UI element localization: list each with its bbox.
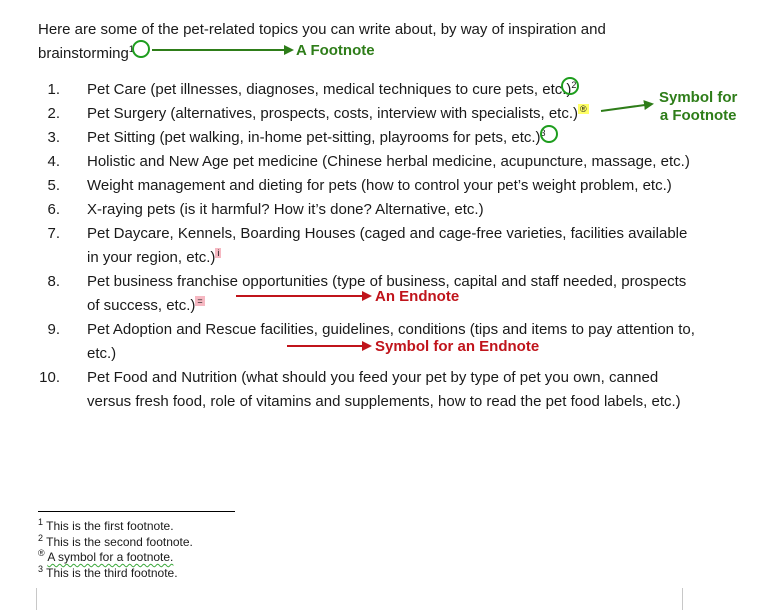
- list-number: 3.: [47, 129, 60, 146]
- footnote-ref-3[interactable]: 3: [540, 128, 546, 138]
- list-item: [38, 366, 698, 414]
- footnote-mark: 3: [38, 563, 44, 574]
- list-item: [38, 270, 698, 318]
- footnote-2-circle: [561, 77, 579, 95]
- list-item: [38, 102, 698, 126]
- list-item: [38, 318, 698, 366]
- footnote-text: This is the third footnote.: [46, 565, 178, 580]
- footnote-label: A Footnote: [296, 42, 375, 59]
- footnote-ref-1[interactable]: 1: [128, 44, 134, 54]
- endnote-symbol-ref[interactable]: =: [197, 296, 203, 306]
- list-item-text: X-raying pets (is it harmful? How it’s done? Alternative, etc.): [87, 201, 484, 218]
- list-number: 2.: [47, 105, 60, 122]
- footnote-ref-2[interactable]: 2: [571, 80, 577, 90]
- footnote-2: [38, 532, 193, 551]
- footnote-3: [38, 563, 193, 582]
- footnote-mark: 2: [38, 532, 44, 543]
- footnote-symbol-ref[interactable]: ®: [580, 104, 587, 114]
- list-number: 9.: [47, 321, 60, 338]
- footnote-symbol: [38, 550, 193, 566]
- page-corner-mark-right: [682, 588, 705, 610]
- footnote-1-circle: [132, 40, 150, 58]
- list-number: 5.: [47, 177, 60, 194]
- list-item-text: Holistic and New Age pet medicine (Chinese herbal medicine, acupuncture, massage, etc.): [87, 153, 690, 170]
- list-item: [38, 150, 698, 174]
- list-item: [38, 126, 698, 150]
- footnote-mark: 1: [38, 517, 44, 527]
- footnote-text: This is the second footnote.: [46, 534, 193, 549]
- endnote-ref-i[interactable]: i: [217, 248, 220, 258]
- list-item-text: Pet Sitting (pet walking, in-home pet-sitting, playrooms for pets, etc.): [87, 129, 541, 146]
- list-item: [38, 78, 698, 102]
- list-number: 10.: [39, 369, 60, 386]
- topic-list: [38, 78, 698, 414]
- page-corner-mark-left: [14, 588, 37, 610]
- list-item-text: Pet Adoption and Rescue facilities, guidelines, conditions (tips and items to pay attention to, etc.): [87, 321, 695, 362]
- footnotes-section: [38, 519, 193, 581]
- footnote-text: This is the first footnote.: [46, 519, 174, 533]
- list-item: [38, 198, 698, 222]
- intro-line-2: brainstorming: [38, 45, 129, 62]
- list-number: 4.: [47, 153, 60, 170]
- list-number: 1.: [47, 81, 60, 98]
- symbol-footnote-label: [659, 89, 737, 125]
- intro-line-1: Here are some of the pet-related topics you can write about, by way of inspiration and: [38, 21, 606, 38]
- endnote-label: An Endnote: [375, 288, 460, 305]
- footnote-1: [38, 519, 193, 535]
- list-item-text: Weight management and dieting for pets (how to control your pet’s weight problem, etc.): [87, 177, 672, 194]
- list-item-text: Pet Daycare, Kennels, Boarding Houses (caged and cage-free varieties, facilities available in your region, etc.): [87, 225, 688, 266]
- symbol-footnote-label-line-1: Symbol for: [659, 89, 738, 106]
- footnote-3-circle: [540, 125, 558, 143]
- list-item-text: Pet Care (pet illnesses, diagnoses, medical techniques to cure pets, etc.): [87, 81, 572, 98]
- symbol-footnote-label-line-2: a Footnote: [659, 107, 737, 124]
- list-number: 6.: [47, 201, 60, 218]
- footnote-separator: [38, 511, 235, 512]
- symbol-endnote-label: Symbol for an Endnote: [375, 338, 540, 355]
- list-number: 8.: [47, 273, 60, 290]
- list-item-text: Pet Food and Nutrition (what should you feed your pet by type of pet you own, canned versus fresh food, role of vitamins and supplements, how to read the pet food labels, etc.): [87, 369, 681, 410]
- list-item-text: Pet Surgery (alternatives, prospects, costs, interview with specialists, etc.): [87, 105, 579, 122]
- footnote-mark: ®: [38, 548, 45, 558]
- list-item: [38, 174, 698, 198]
- footnote-text: A symbol for a footnote.: [47, 550, 174, 564]
- list-item-text: Pet business franchise opportunities (type of business, capital and staff needed, prospects of success, etc.): [87, 273, 687, 314]
- list-number: 7.: [47, 225, 60, 242]
- list-item: [38, 222, 698, 270]
